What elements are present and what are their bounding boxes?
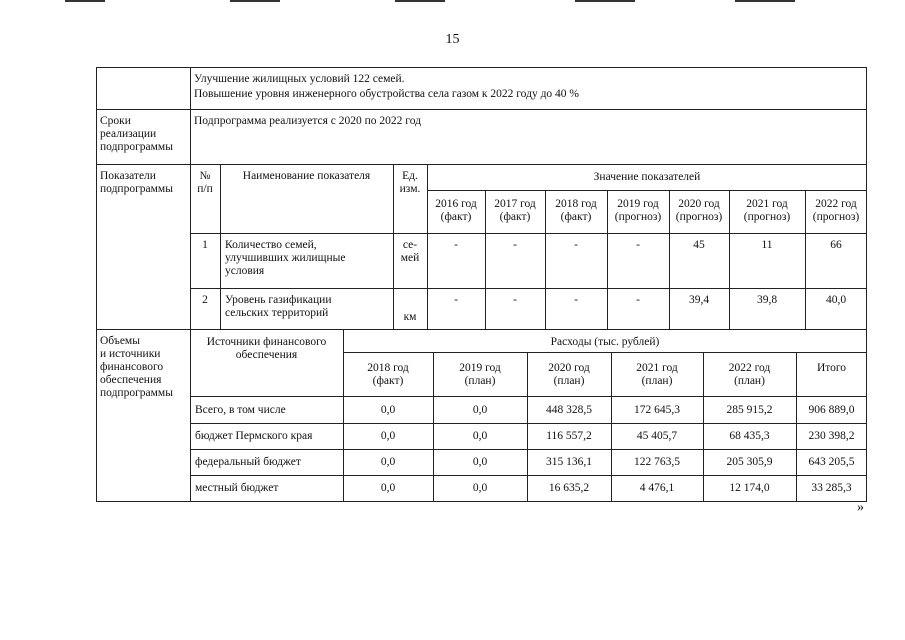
finance-value: 0,0: [472, 456, 488, 468]
finance-value: 315 136,1: [546, 456, 592, 468]
indicator-value: -: [574, 239, 578, 251]
indicator-value: -: [574, 294, 578, 306]
goal-line-2: Повышение уровня инженерного обустройства села газом к 2022 году до 40 %: [194, 88, 579, 100]
finance-row-divider: [190, 423, 867, 424]
finance-value: 172 645,3: [634, 404, 680, 416]
finance-source: Всего, в том числе: [195, 404, 286, 416]
finance-value: 285 915,2: [726, 404, 773, 416]
finance-value: 45 405,7: [636, 430, 678, 442]
finance-value: 16 635,2: [548, 482, 590, 494]
finance-value: 4 476,1: [639, 482, 675, 494]
row-divider: [96, 329, 867, 330]
finance-value: 12 174,0: [729, 482, 770, 494]
indicator-num-divider: [220, 164, 221, 329]
year-header: 2018 год (факт): [555, 198, 597, 223]
indicator-value: 66: [830, 239, 842, 251]
scan-top-border: [0, 0, 905, 3]
finance-value: 0,0: [380, 404, 396, 416]
finance-column-header: 2020 год (план): [548, 362, 590, 387]
indicator-header-bottom: [190, 233, 867, 234]
finance-source: местный бюджет: [195, 482, 279, 494]
finance-column-header: 2022 год (план): [728, 362, 771, 387]
year-header: 2019 год (прогноз): [614, 198, 662, 223]
finance-value: 0,0: [472, 430, 488, 442]
indicator-name-header: Наименование показателя: [242, 170, 371, 182]
indicator-num-header: № п/п: [197, 170, 213, 195]
indicator-values-header: Значение показателей: [593, 171, 701, 183]
year-header: 2016 год (факт): [435, 198, 477, 223]
indicator-row-name: Количество семей, улучшивших жилищные условия: [225, 239, 346, 277]
finance-value: 0,0: [380, 482, 396, 494]
finance-value: 205 305,9: [726, 456, 773, 468]
finance-source: федеральный бюджет: [195, 456, 301, 468]
finance-row-divider: [190, 449, 867, 450]
finance-row-divider: [190, 475, 867, 476]
indicator-value: -: [454, 239, 458, 251]
indicator-value: -: [513, 294, 517, 306]
year-header: 2021 год (прогноз): [743, 198, 791, 223]
finance-value: 116 557,2: [546, 430, 592, 442]
indicator-value: 39,8: [756, 294, 778, 306]
indicator-row-name: Уровень газификации сельских территорий: [225, 294, 332, 319]
indicator-value: -: [513, 239, 517, 251]
finance-source: бюджет Пермского края: [195, 430, 313, 442]
indicator-value: 39,4: [688, 294, 710, 306]
indicators-label: Показатели подпрограммы: [100, 170, 173, 195]
values-header-divider: [427, 190, 867, 191]
finance-value: 68 435,3: [729, 430, 770, 442]
finance-value: 448 328,5: [546, 404, 592, 416]
indicator-row-unit: км: [403, 311, 417, 323]
indicator-value: -: [454, 294, 458, 306]
finance-source-header: Источники финансового обеспечения: [206, 336, 327, 361]
indicator-value: 11: [761, 239, 773, 251]
finance-column-header: 2018 год (факт): [367, 362, 409, 387]
year-header: 2022 год (прогноз): [812, 198, 860, 223]
row-divider: [96, 164, 867, 165]
finance-value: 122 763,5: [634, 456, 680, 468]
row-divider: [96, 109, 867, 110]
finance-column-header: Итого: [816, 362, 847, 374]
finance-value: 33 285,3: [811, 482, 852, 494]
period-value: Подпрограмма реализуется с 2020 по 2022 год: [194, 115, 421, 127]
indicator-value: 40,0: [825, 294, 847, 306]
finance-value: 0,0: [472, 482, 488, 494]
finance-value: 230 398,2: [808, 430, 855, 442]
page-number: 15: [445, 32, 460, 47]
year-header: 2020 год (прогноз): [675, 198, 723, 223]
indicator-row-unit: се- мей: [400, 239, 420, 264]
finance-expenses-header: Расходы (тыс. рублей): [550, 336, 660, 348]
year-header: 2017 год (факт): [494, 198, 536, 223]
finance-column-header: 2021 год (план): [636, 362, 678, 387]
finance-column-header: 2019 год (план): [459, 362, 501, 387]
closing-quote: »: [857, 500, 864, 515]
finance-label: Объемы и источники финансового обеспечения подпрограммы: [100, 335, 173, 399]
finance-value: 0,0: [472, 404, 488, 416]
finance-value: 0,0: [380, 456, 396, 468]
finance-value: 0,0: [380, 430, 396, 442]
indicator-unit-header: Ед. изм.: [399, 170, 421, 195]
indicator-row-num: 1: [202, 239, 208, 251]
indicator-value: -: [636, 239, 640, 251]
finance-value: 643 205,5: [808, 456, 855, 468]
expenses-header-divider: [343, 352, 867, 353]
indicator-row-num: 2: [202, 294, 208, 306]
period-label: Сроки реализации подпрограммы: [100, 115, 173, 153]
indicator-row-divider: [190, 288, 867, 289]
goal-line-1: Улучшение жилищных условий 122 семей.: [194, 73, 405, 85]
label-column-divider: [190, 67, 191, 502]
indicator-value: -: [636, 294, 640, 306]
indicator-value: 45: [693, 239, 705, 251]
finance-header-bottom: [190, 396, 867, 397]
finance-value: 906 889,0: [808, 404, 855, 416]
